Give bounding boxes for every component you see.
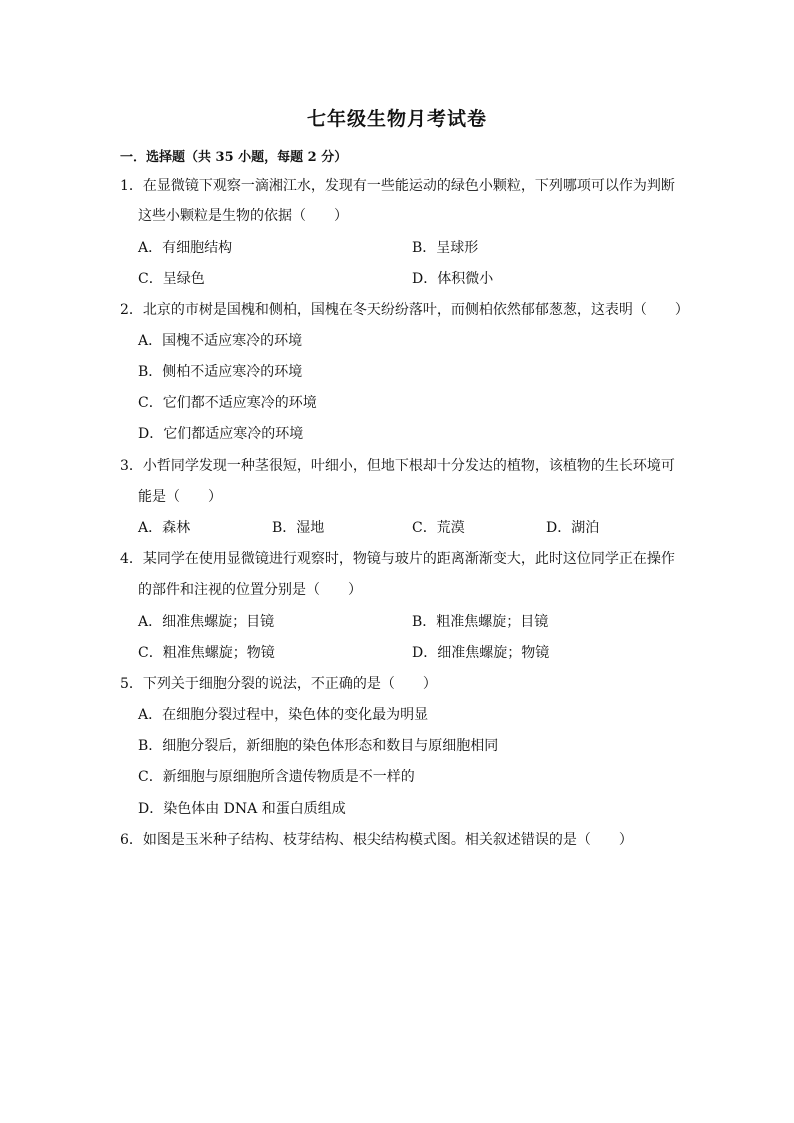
question-5-option-d: D．染色体由 DNA 和蛋白质组成 xyxy=(138,801,346,817)
question-3-option-a: A．森林 xyxy=(138,520,191,536)
question-4-option-a: A．细准焦螺旋；目镜 xyxy=(138,614,275,630)
question-5-option-a: A．在细胞分裂过程中，染色体的变化最为明显 xyxy=(138,707,429,723)
question-3-option-c: C．荒漠 xyxy=(412,520,465,536)
question-3-text-cont: 能是（ ） xyxy=(138,489,222,505)
question-4-text: 4．某同学在使用显微镜进行观察时，物镜与玻片的距离渐渐变大，此时这位同学正在操作 xyxy=(120,551,675,567)
question-5-text: 5．下列关于细胞分裂的说法，不正确的是（ ） xyxy=(120,676,437,692)
question-4-option-d: D．细准焦螺旋；物镜 xyxy=(412,645,550,661)
question-4-text-cont: 的部件和注视的位置分别是（ ） xyxy=(138,582,362,598)
question-4-option-c: C．粗准焦螺旋；物镜 xyxy=(138,645,275,661)
section-heading: 一．选择题（共 35 小题，每题 2 分） xyxy=(120,150,348,165)
question-1-text-cont: 这些小颗粒是生物的依据（ ） xyxy=(138,208,348,224)
page-title: 七年级生物月考试卷 xyxy=(306,108,487,130)
question-5-option-b: B．细胞分裂后，新细胞的染色体形态和数目与原细胞相同 xyxy=(138,738,499,754)
question-1-option-a: A．有细胞结构 xyxy=(138,240,233,256)
question-3-option-b: B．湿地 xyxy=(272,520,325,536)
question-1-option-c: C．呈绿色 xyxy=(138,271,205,287)
question-1-option-b: B．呈球形 xyxy=(412,240,479,256)
question-1-text: 1．在显微镜下观察一滴湘江水，发现有一些能运动的绿色小颗粒，下列哪项可以作为判断 xyxy=(120,178,675,194)
question-2-text: 2．北京的市树是国槐和侧柏，国槐在冬天纷纷落叶，而侧柏依然郁郁葱葱，这表明（ ） xyxy=(120,302,689,318)
question-3-option-d: D．湖泊 xyxy=(546,520,600,536)
question-6-text: 6．如图是玉米种子结构、枝芽结构、根尖结构模式图。相关叙述错误的是（ ） xyxy=(120,832,633,848)
question-2-option-d: D．它们都适应寒冷的环境 xyxy=(138,426,304,442)
question-4-option-b: B．粗准焦螺旋；目镜 xyxy=(412,614,549,630)
question-2-option-c: C．它们都不适应寒冷的环境 xyxy=(138,395,317,411)
question-3-text: 3．小哲同学发现一种茎很短，叶细小，但地下根却十分发达的植物，该植物的生长环境可 xyxy=(120,458,675,474)
question-2-option-a: A．国槐不适应寒冷的环境 xyxy=(138,333,303,349)
question-1-option-d: D．体积微小 xyxy=(412,271,494,287)
question-5-option-c: C．新细胞与原细胞所含遗传物质是不一样的 xyxy=(138,769,415,785)
question-2-option-b: B．侧柏不适应寒冷的环境 xyxy=(138,364,303,380)
